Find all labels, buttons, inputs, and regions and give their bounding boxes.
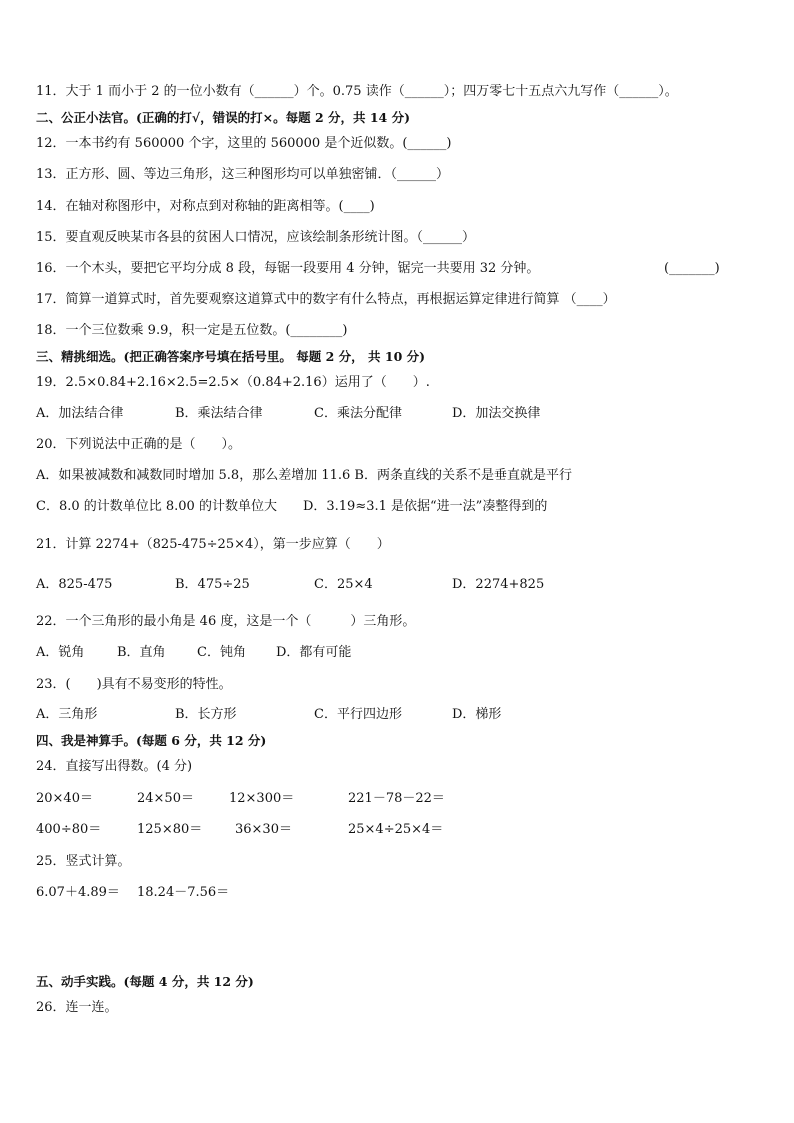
question-22: 22．一个三角形的最小角是 46 度，这是一个（ ）三角形。 (36, 614, 416, 629)
question-20-options-ab: A．如果被减数和减数同时增加 5.8，那么差增加 11.6 B．两条直线的关系不是垂直就是平行 (36, 468, 572, 483)
calc-item: 20×40＝ (36, 791, 93, 806)
section-4-heading: 四、我是神算手。(每题 6 分，共 12 分) (36, 733, 267, 748)
question-13: 13．正方形、圆、等边三角形，这三种图形均可以单独密铺．（______） (36, 167, 450, 182)
section-3-heading: 三、精挑细选。(把正确答案序号填在括号里。 每题 2 分， 共 10 分) (36, 349, 426, 364)
calc-row-2 (0, 821, 794, 839)
calc-item: 36×30＝ (235, 822, 292, 837)
option-d: D．加法交换律 (452, 406, 541, 421)
question-12: 12．一本书约有 560000 个字，这里的 560000 是个近似数。(______) (36, 136, 452, 151)
question-20-options-cd: C．8.0 的计数单位比 8.00 的计数单位大 D．3.19≈3.1 是依据“进一法”凑整得到的 (36, 499, 548, 514)
calc-item: 125×80＝ (137, 822, 203, 837)
option-a: A．825-475 (36, 577, 113, 592)
option-b: B．乘法结合律 (175, 406, 263, 421)
option-a: A．锐角 (36, 645, 85, 660)
question-21-options (0, 576, 794, 594)
calc-row-3 (0, 884, 794, 902)
option-c: C．钝角 (197, 645, 246, 660)
option-c: C．乘法分配律 (314, 406, 402, 421)
calc-item: 12×300＝ (229, 791, 295, 806)
question-25: 25．竖式计算。 (36, 854, 131, 869)
option-d: D．梯形 (452, 707, 502, 722)
calc-item: 25×4÷25×4＝ (348, 822, 444, 837)
calc-item: 221－78－22＝ (348, 791, 445, 806)
calc-item: 400÷80＝ (36, 822, 102, 837)
question-19-options (0, 405, 794, 423)
section-2-heading: 二、公正小法官。(正确的打√，错误的打×。每题 2 分，共 14 分) (36, 110, 411, 125)
question-16: 16．一个木头，要把它平均分成 8 段，每锯一段要用 4 分钟，锯完一共要用 32 分钟。 (36, 261, 540, 276)
option-c: C．平行四边形 (314, 707, 402, 722)
question-26: 26．连一连。 (36, 1000, 118, 1015)
option-b: B．长方形 (175, 707, 237, 722)
section-5-heading: 五、动手实践。(每题 4 分，共 12 分) (36, 974, 254, 989)
question-20: 20．下列说法中正确的是（ ）。 (36, 437, 242, 452)
option-d: D．都有可能 (276, 645, 352, 660)
calc-row-1 (0, 790, 794, 808)
question-23: 23．( )具有不易变形的特性。 (36, 677, 232, 692)
question-14: 14．在轴对称图形中，对称点到对称轴的距离相等。(____) (36, 199, 375, 214)
question-22-options (0, 644, 794, 662)
question-11: 11．大于 1 而小于 2 的一位小数有（______）个。0.75 读作（______）；四万零七十五点六九写作（______）。 (36, 84, 678, 99)
option-b: B．475÷25 (175, 577, 250, 592)
question-21: 21．计算 2274+（825-475÷25×4），第一步应算（ ） (36, 537, 390, 552)
question-17: 17．简算一道算式时，首先要观察这道算式中的数字有什么特点，再根据运算定律进行简算 （____） (36, 292, 616, 307)
option-d: D．2274+825 (452, 577, 545, 592)
calc-item: 18.24－7.56＝ (137, 885, 230, 900)
calc-item: 6.07＋4.89＝ (36, 885, 120, 900)
option-c: C．25×4 (314, 577, 373, 592)
calc-item: 24×50＝ (137, 791, 194, 806)
option-b: B．直角 (117, 645, 166, 660)
question-19: 19．2.5×0.84+2.16×2.5=2.5×（0.84+2.16）运用了（ ）. (36, 375, 430, 390)
question-23-options (0, 706, 794, 724)
question-24: 24．直接写出得数。(4 分) (36, 759, 193, 774)
question-16-blank: (_______) (664, 261, 720, 276)
option-a: A．加法结合律 (36, 406, 124, 421)
question-18: 18．一个三位数乘 9.9，积一定是五位数。(________) (36, 323, 348, 338)
option-a: A．三角形 (36, 707, 98, 722)
question-15: 15．要直观反映某市各县的贫困人口情况，应该绘制条形统计图。（______） (36, 230, 476, 245)
